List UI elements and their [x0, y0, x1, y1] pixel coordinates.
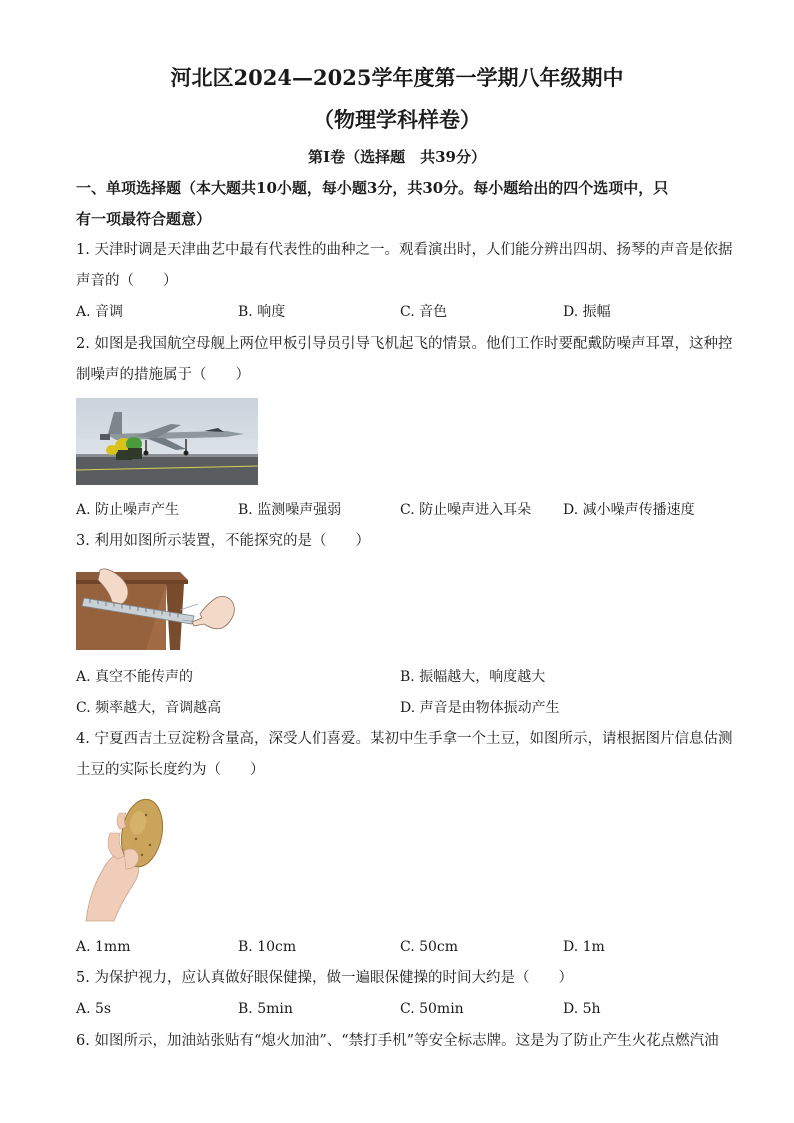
q3-option-c: C. 频率越大，音调越高: [76, 700, 222, 716]
q5-option-c: C. 50min: [400, 1001, 464, 1017]
volume-heading: 第Ⅰ卷（选择题 共39分）: [308, 148, 486, 166]
exam-subtitle: （物理学科样卷）: [313, 107, 481, 132]
question-2-line1: 2. 如图是我国航空母舰上两位甲板引导员引导飞机起飞的情景。他们工作时要配戴防噪声耳罩，这种控: [76, 336, 733, 352]
hand-holding-potato-photo: [80, 793, 172, 923]
aircraft-carrier-photo: [76, 398, 258, 485]
q5-option-a: A. 5s: [76, 1001, 112, 1017]
q3-option-a: A. 真空不能传声的: [76, 669, 194, 685]
q2-option-c: C. 防止噪声进入耳朵: [400, 502, 532, 518]
q1-option-d: D. 振幅: [563, 304, 611, 320]
q5-option-b: B. 5min: [238, 1001, 293, 1017]
question-4-line1: 4. 宁夏西吉土豆淀粉含量高，深受人们喜爱。某初中生手拿一个土豆，如图所示，请根据图片信息估测: [76, 731, 733, 747]
q3-option-b: B. 振幅越大，响度越大: [400, 669, 546, 685]
q2-option-a: A. 防止噪声产生: [76, 502, 180, 518]
q1-option-b: B. 响度: [238, 304, 286, 320]
q4-option-a: A. 1mm: [76, 939, 131, 955]
question-6-line1: 6. 如图所示，加油站张贴有“熄火加油”、“禁打手机”等安全标志牌。这是为了防止产生火花点燃汽油: [76, 1033, 719, 1049]
question-2-line2: 制噪声的措施属于（ ）: [76, 367, 250, 383]
question-5-line1: 5. 为保护视力，应认真做好眼保健操，做一遍眼保健操的时间大约是（ ）: [76, 970, 573, 986]
question-4-line2: 土豆的实际长度约为（ ）: [76, 762, 265, 778]
q1-option-a: A. 音调: [76, 304, 124, 320]
q1-option-c: C. 音色: [400, 304, 448, 320]
q2-option-b: B. 监测噪声强弱: [238, 502, 342, 518]
q5-option-d: D. 5h: [563, 1001, 601, 1017]
question-3-line1: 3. 利用如图所示装置，不能探究的是（ ）: [76, 533, 370, 549]
question-1-line2: 声音的（ ）: [76, 273, 178, 289]
q4-option-b: B. 10cm: [238, 939, 297, 955]
q3-option-d: D. 声音是由物体振动产生: [400, 700, 560, 716]
section-heading-line1: 一、单项选择题（本大题共10小题，每小题3分，共30分。每小题给出的四个选项中，只: [76, 179, 669, 197]
ruler-on-table-illustration: [76, 564, 240, 650]
q2-option-d: D. 减小噪声传播速度: [563, 502, 695, 518]
question-1-line1: 1. 天津时调是天津曲艺中最有代表性的曲种之一。观看演出时，人们能分辨出四胡、扬琴的声音是依据: [76, 242, 733, 258]
section-heading-line2: 有一项最符合题意）: [76, 210, 212, 228]
exam-title: 河北区2024—2025学年度第一学期八年级期中: [170, 65, 624, 90]
q4-option-c: C. 50cm: [400, 939, 459, 955]
q4-option-d: D. 1m: [563, 939, 605, 955]
